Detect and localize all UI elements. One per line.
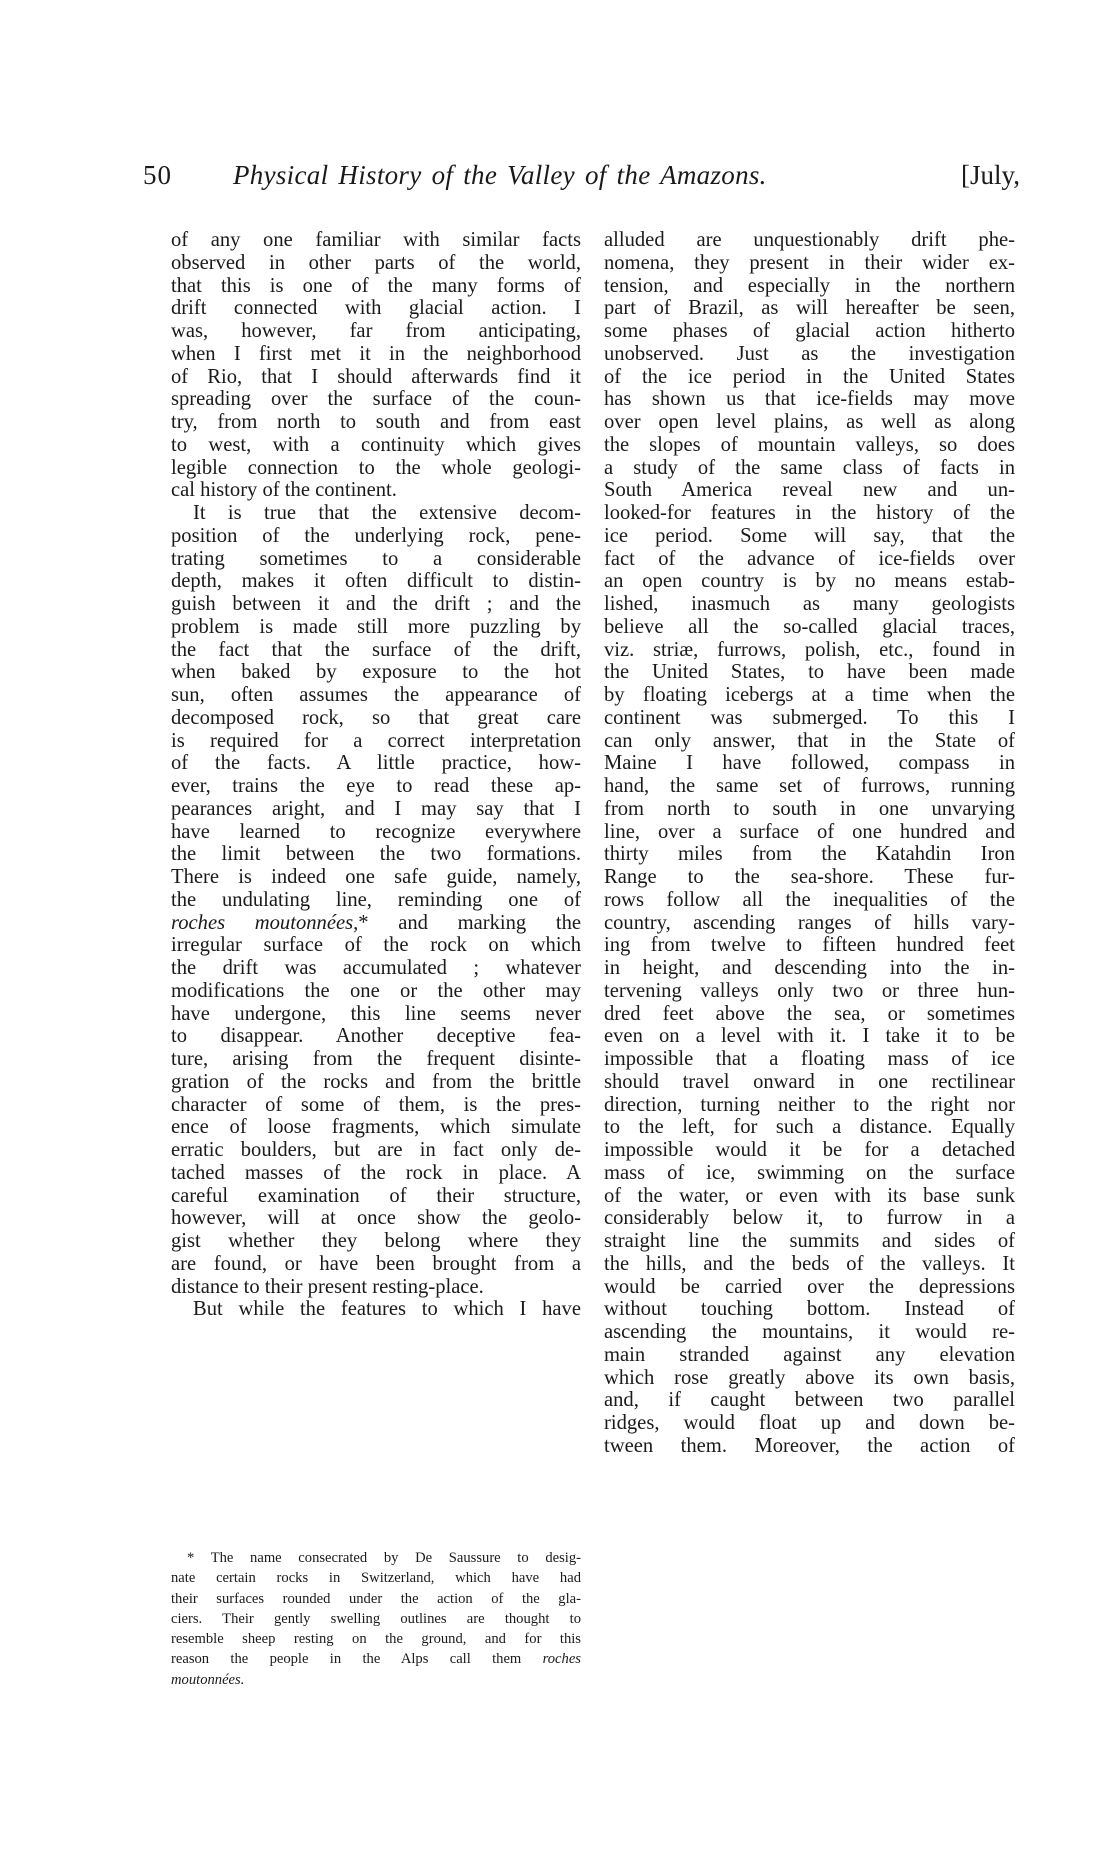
text-line: to west, with a continuity which gives	[171, 433, 581, 456]
text-line: spreading over the surface of the coun-	[171, 388, 581, 411]
text-line: without touching bottom. Instead of	[604, 1298, 1015, 1321]
text-line: has shown us that ice-fields may move	[604, 388, 1015, 411]
text-line: tension, and especially in the northern	[604, 274, 1015, 297]
text-line: ing from twelve to fifteen hundred feet	[604, 934, 1015, 957]
text-line: of the ice period in the United States	[604, 365, 1015, 388]
footnote-line: ciers. Their gently swelling outlines are thought to	[171, 1610, 581, 1627]
text-line: in height, and descending into the in-	[604, 957, 1015, 979]
footnote-line: nate certain rocks in Switzerland, which have had	[171, 1570, 581, 1587]
text-line: gration of the rocks and from the brittle	[171, 1070, 581, 1093]
text-line: main stranded against any elevation	[604, 1343, 1015, 1366]
text-line: sun, often assumes the appearance of	[171, 684, 581, 706]
footnote-line	[171, 1670, 581, 1690]
footnote-line: resemble sheep resting on the ground, and for this	[171, 1631, 581, 1648]
text-line: distance to their present resting-place.	[171, 1275, 484, 1298]
text-line: continent was submerged. To this I	[604, 706, 1015, 729]
text-line: legible connection to the whole geologi-	[171, 456, 581, 479]
running-title: Physical History of the Valley of the Amazons.	[233, 160, 767, 190]
text-line: position of the underlying rock, pene-	[171, 524, 581, 547]
text-line: decomposed rock, so that great care	[171, 706, 581, 729]
text-line: direction, turning neither to the right nor	[604, 1093, 1015, 1116]
text-line: depth, makes it often difficult to distin-	[171, 570, 581, 593]
text-line: fact of the advance of ice-fields over	[604, 547, 1015, 570]
text-line: nomena, they present in their wider ex-	[604, 251, 1015, 274]
text-line: of the water, or even with its base sunk	[604, 1184, 1015, 1207]
text-line: unobserved. Just as the investigation	[604, 342, 1015, 365]
text-line: a study of the same class of facts in	[604, 456, 1015, 479]
page-number: 50	[143, 160, 172, 190]
text-line: dred feet above the sea, or sometimes	[604, 1002, 1015, 1025]
text-line: hand, the same set of furrows, running	[604, 775, 1015, 797]
text-line: tached masses of the rock in place. A	[171, 1161, 581, 1184]
text-line: should travel onward in one rectilinear	[604, 1070, 1015, 1093]
text-line: impossible that a floating mass of ice	[604, 1048, 1015, 1070]
text-line-with-footnote-ref	[171, 912, 581, 935]
text-line: thirty miles from the Katahdin Iron	[604, 843, 1015, 866]
text-line: over open level plains, as well as along	[604, 411, 1015, 433]
text-line: erratic boulders, but are in fact only de-	[171, 1139, 581, 1161]
text-line: ice period. Some will say, that the	[604, 524, 1015, 547]
text-line: of Rio, that I should afterwards find it	[171, 365, 581, 388]
footnote	[171, 1548, 581, 1690]
text-line: lished, inasmuch as many geologists	[604, 593, 1015, 615]
text-line: the hills, and the beds of the valleys. It	[604, 1252, 1015, 1275]
text-line: are found, or have been brought from a	[171, 1252, 581, 1275]
text-line: the undulating line, reminding one of	[171, 888, 581, 911]
text-line: rows follow all the inequalities of the	[604, 888, 1015, 911]
text-line: character of some of them, is the pres-	[171, 1093, 581, 1116]
text-line: trating sometimes to a considerable	[171, 547, 581, 570]
text-line: tween them. Moreover, the action of	[604, 1434, 1015, 1457]
text-line: guish between it and the drift ; and the	[171, 593, 581, 615]
text-line: ascending the mountains, it would re-	[604, 1321, 1015, 1343]
text-line: considerably below it, to furrow in a	[604, 1207, 1015, 1230]
text-line: ence of loose fragments, which simulate	[171, 1116, 581, 1139]
text-line: part of Brazil, as will hereafter be seen,	[604, 297, 1015, 320]
footnote-line: * The name consecrated by De Saussure to desig-	[187, 1550, 581, 1566]
text-line: ture, arising from the frequent disinte-	[171, 1048, 581, 1070]
text-line: when baked by exposure to the hot	[171, 661, 581, 684]
paragraph-start: But while the features to which I have	[193, 1298, 581, 1321]
text-line: by floating icebergs at a time when the	[604, 684, 1015, 706]
left-column	[171, 229, 581, 1321]
text-line: the fact that the surface of the drift,	[171, 638, 581, 661]
text-line: have learned to recognize everywhere	[171, 820, 581, 843]
text-line: South America reveal new and un-	[604, 479, 1015, 502]
footnote-ref-text: * and marking the	[358, 911, 582, 934]
text-line: Maine I have followed, compass in	[604, 752, 1015, 775]
text-line: alluded are unquestionably drift phe-	[604, 229, 1015, 251]
text-line: straight line the summits and sides of	[604, 1230, 1015, 1252]
text-line: from north to south in one unvarying	[604, 797, 1015, 820]
text-line: can only answer, that in the State of	[604, 729, 1015, 752]
text-line: There is indeed one safe guide, namely,	[171, 866, 581, 888]
text-line: modifications the one or the other may	[171, 979, 581, 1002]
italic-term: moutonnées.	[171, 1671, 245, 1688]
text-line: which rose greatly above its own basis,	[604, 1366, 1015, 1389]
text-line: is required for a correct interpretation	[171, 729, 581, 752]
text-line: even on a level with it. I take it to be	[604, 1025, 1015, 1048]
text-line: mass of ice, swimming on the surface	[604, 1161, 1015, 1184]
right-column	[604, 229, 1015, 1458]
text-line: to disappear. Another deceptive fea-	[171, 1025, 581, 1048]
italic-term: roches	[542, 1651, 581, 1668]
text-line: would be carried over the depressions	[604, 1275, 1015, 1298]
text-line: of any one familiar with similar facts	[171, 229, 581, 251]
text-line: to the left, for such a distance. Equally	[604, 1116, 1015, 1139]
paragraph-start: It is true that the extensive decom-	[193, 502, 581, 524]
text-line: was, however, far from anticipating,	[171, 320, 581, 342]
text-line: ridges, would float up and down be-	[604, 1412, 1015, 1434]
text-line: an open country is by no means estab-	[604, 570, 1015, 593]
text-line: ever, trains the eye to read these ap-	[171, 775, 581, 797]
text-line: looked-for features in the history of the	[604, 502, 1015, 524]
text-line: the drift was accumulated ; whatever	[171, 957, 581, 979]
text-line: observed in other parts of the world,	[171, 251, 581, 274]
text-line: viz. striæ, furrows, polish, etc., found in	[604, 638, 1015, 661]
text-line: impossible would it be for a detached	[604, 1139, 1015, 1161]
footnote-line: their surfaces rounded under the action of the gla-	[171, 1590, 581, 1607]
text-line: the limit between the two formations.	[171, 843, 581, 866]
text-line: drift connected with glacial action. I	[171, 297, 581, 320]
text-line: have undergone, this line seems never	[171, 1002, 581, 1025]
footnote-text: reason the people in the Alps call them	[171, 1651, 543, 1668]
text-line: cal history of the continent.	[171, 479, 397, 502]
footnote-line	[171, 1649, 581, 1669]
italic-term: roches moutonnées,	[171, 911, 359, 934]
text-line: country, ascending ranges of hills vary-	[604, 911, 1015, 934]
running-head	[143, 160, 1020, 196]
text-line: however, will at once show the geolo-	[171, 1207, 581, 1230]
issue-date: [July,	[961, 160, 1020, 190]
text-line: some phases of glacial action hitherto	[604, 320, 1015, 342]
text-line: gist whether they belong where they	[171, 1230, 581, 1252]
text-line: tervening valleys only two or three hun-	[604, 979, 1015, 1002]
text-line: problem is made still more puzzling by	[171, 615, 581, 638]
text-line: and, if caught between two parallel	[604, 1389, 1015, 1412]
text-line: try, from north to south and from east	[171, 411, 581, 433]
text-line: of the facts. A little practice, how-	[171, 752, 581, 775]
text-line: line, over a surface of one hundred and	[604, 820, 1015, 843]
text-line: careful examination of their structure,	[171, 1184, 581, 1207]
text-line: pearances aright, and I may say that I	[171, 797, 581, 820]
text-line: that this is one of the many forms of	[171, 274, 581, 297]
text-line: believe all the so-called glacial traces,	[604, 615, 1015, 638]
text-line: the United States, to have been made	[604, 661, 1015, 684]
text-line: irregular surface of the rock on which	[171, 934, 581, 957]
text-line: the slopes of mountain valleys, so does	[604, 433, 1015, 456]
text-line: when I first met it in the neighborhood	[171, 342, 581, 365]
text-line: Range to the sea-shore. These fur-	[604, 866, 1015, 888]
